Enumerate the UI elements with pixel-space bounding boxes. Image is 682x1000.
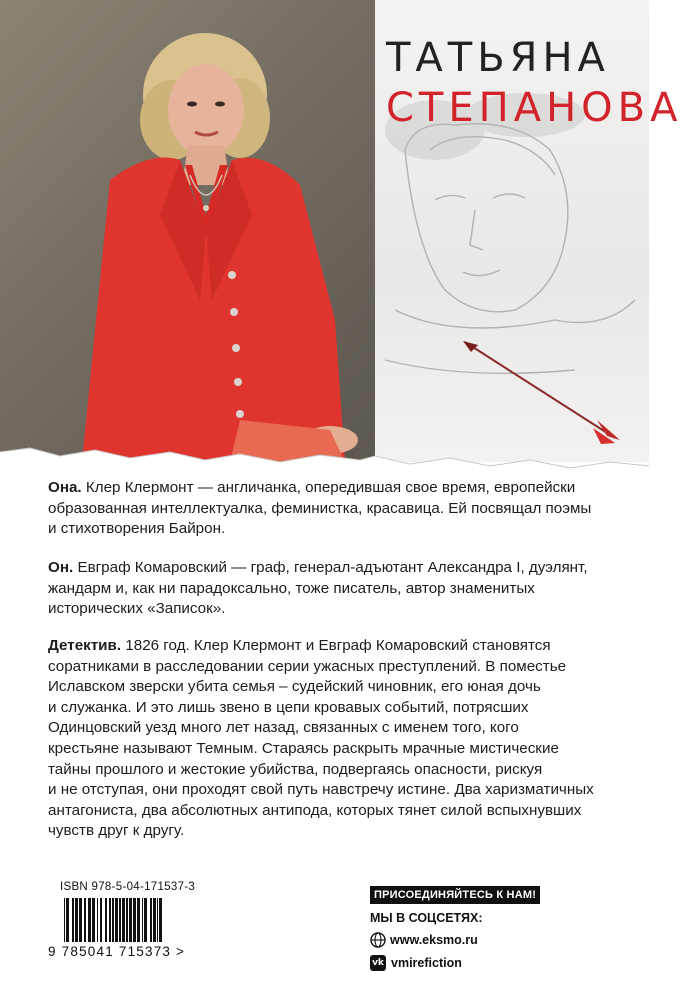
blurb-line: антагониста, два абсолютных антипода, которых тянет силой вспыхнувших — [48, 801, 582, 819]
blurb-paragraph-he — [48, 558, 608, 620]
vk-link[interactable]: vmirefiction — [391, 956, 462, 970]
blurb-line: чувств друг к другу. — [48, 822, 185, 840]
barcode-bar — [157, 898, 158, 942]
barcode-bar — [150, 898, 152, 942]
blurb-line: Евграф Комаровский — граф, генерал-адъютант Александра I, дуэлянт, — [73, 559, 588, 576]
blurb-line: тайны прошлого и жестокие убийства, подвергаясь опасности, рискуя — [48, 760, 543, 778]
website-link[interactable]: www.eksmo.ru — [390, 933, 478, 947]
barcode-bar — [144, 898, 147, 942]
barcode-bar — [159, 898, 162, 942]
blurb-line: 1826 год. Клер Клермонт и Евграф Комаровский становятся — [121, 637, 551, 654]
isbn-number: ISBN 978-5-04-171537-3 — [60, 881, 196, 893]
vk-icon: vk — [370, 955, 386, 971]
barcode-bar — [109, 898, 111, 942]
blurb-line: образованная интеллектуалка, феминистка, красавица. Ей посвящал поэмы — [48, 499, 592, 517]
globe-icon — [370, 932, 386, 948]
blurb-line: исторических «Записок». — [48, 600, 226, 618]
author-last-name: СТЕПАНОВА — [386, 85, 682, 131]
blurb-line: жандарм и, как ни парадоксально, тоже писатель, автор знаменитых — [48, 579, 535, 597]
barcode-bar — [112, 898, 114, 942]
social-networks-heading: МЫ В СОЦСЕТЯХ: — [370, 911, 483, 925]
barcode-bar — [115, 898, 118, 942]
blurb-line: и не отступая, они проходят свой путь навстречу истине. Два харизматичных — [48, 781, 594, 799]
blurb-line: крестьяне называют Темным. Стараясь раскрыть мрачные мистические — [48, 739, 559, 757]
barcode-bar — [64, 898, 65, 942]
barcode-bar — [72, 898, 74, 942]
barcode-bar — [153, 898, 156, 942]
blurb-paragraph-detective — [48, 636, 608, 842]
blurb-line: Клер Клермонт — англичанка, опередившая свое время, европейски — [81, 479, 576, 496]
social-block — [370, 885, 566, 971]
barcode-bar — [129, 898, 132, 942]
blurb-line: соратниками в расследовании серии ужасных преступлений. В поместье — [48, 657, 567, 675]
barcode-bar — [66, 898, 69, 942]
blurb-line: Одинцовский уезд много лет назад, связанных с именем того, кого — [48, 719, 519, 737]
blurb-line: и стихотворения Байрон. — [48, 520, 226, 538]
barcode-bar — [122, 898, 125, 942]
author-photo — [0, 0, 375, 462]
barcode-bar — [126, 898, 128, 942]
blurb-line: и служанка. И это лишь звено в цепи кровавых событий, потрясших — [48, 698, 529, 716]
label-she: Она. — [48, 479, 82, 496]
barcode-bar — [92, 898, 95, 942]
barcode-bar — [105, 898, 107, 942]
barcode-bar — [142, 898, 143, 942]
author-first-name: ТАТЬЯНА — [386, 35, 610, 81]
barcode — [62, 898, 220, 944]
blurb-paragraph-she — [48, 478, 608, 540]
vk-link-row[interactable] — [370, 955, 566, 971]
join-us-banner: ПРИСОЕДИНЯЙТЕСЬ К НАМ! — [370, 886, 540, 904]
blurb-line: Иславском зверски убита семья – судейский чиновник, его юная дочь — [48, 678, 541, 696]
barcode-digits: 9 785041 715373 > — [48, 944, 186, 959]
barcode-bar — [75, 898, 78, 942]
barcode-bar — [137, 898, 140, 942]
barcode-bar — [133, 898, 136, 942]
barcode-bar — [84, 898, 86, 942]
label-detective: Детектив. — [48, 637, 122, 654]
label-he: Он. — [48, 559, 74, 576]
barcode-bar — [97, 898, 98, 942]
barcode-bar — [79, 898, 82, 942]
website-link-row[interactable] — [370, 932, 566, 948]
barcode-bar — [100, 898, 102, 942]
barcode-bar — [88, 898, 91, 942]
author-portrait-illustration — [0, 0, 375, 462]
barcode-bar — [119, 898, 121, 942]
